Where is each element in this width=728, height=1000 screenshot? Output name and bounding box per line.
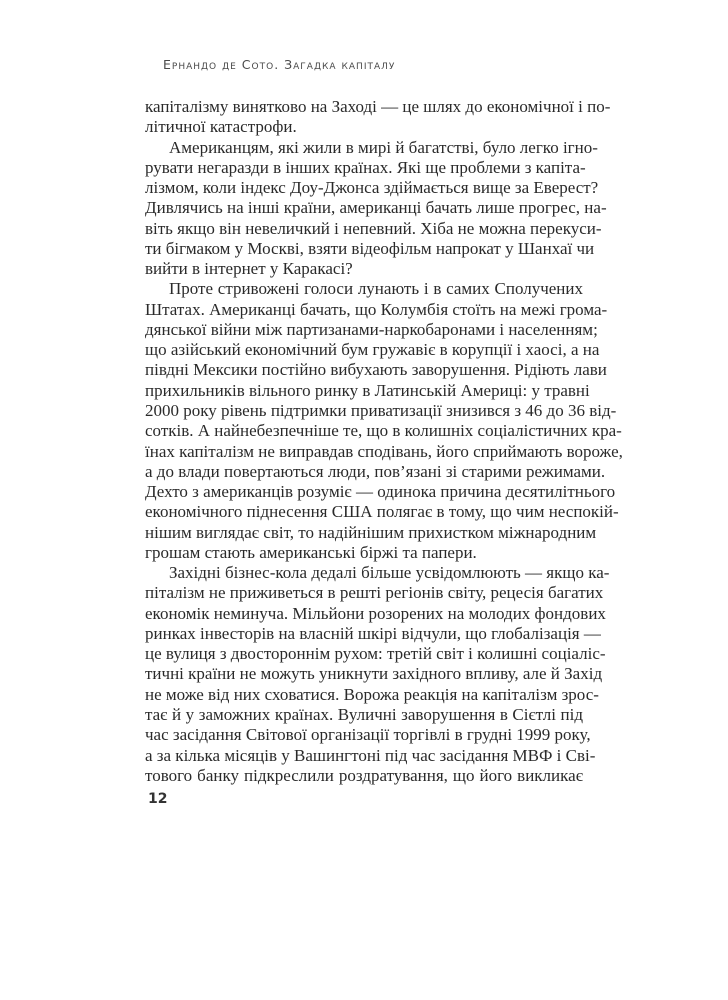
text-line: літичної катастрофи. xyxy=(145,117,297,137)
text-line: віть якщо він невеличкий і непевний. Хіба не можна перекуси- xyxy=(145,218,602,238)
text-line: сотків. А найнебезпечніше те, що в колишніх соціалістичних кра- xyxy=(145,421,622,441)
text-line: а до влади повертаються люди, пов’язані зі старими режимами. xyxy=(145,461,606,481)
text-line: ти бігмаком у Москві, взяти відеофільм напрокат у Шанхаї чи xyxy=(145,238,595,258)
text-line: що азійський економічний бум гружавіє в корупції і хаосі, а на xyxy=(145,340,600,360)
text-line: капіталізму винятково на Заході — це шлях до економічної і по- xyxy=(145,97,611,116)
text-line: Проте стривожені голоси лунають і в самих Сполучених xyxy=(169,279,583,299)
text-line: Західні бізнес-кола дедалі більше усвідомлюють — якщо ка- xyxy=(169,563,610,583)
text-line: півдні Мексики постійно вибухають заворушення. Рідіють лави xyxy=(145,360,607,380)
text-line: тового банку підкреслили роздратування, що його викликає xyxy=(145,765,583,785)
text-line: не може від них сховатися. Ворожа реакція на капіталізм зрос- xyxy=(145,684,599,704)
text-line: лізмом, коли індекс Доу-Джонса здіймається вище за Еверест? xyxy=(145,178,599,198)
text-line: економічного піднесення США полягає в тому, що чим неспокій- xyxy=(145,502,619,522)
text-line: вийти в інтернет у Каракасі? xyxy=(145,259,353,279)
text-line: ринках інвесторів на власній шкірі відчули, що глобалізація — xyxy=(145,623,601,643)
text-line: піталізм не приживеться в решті регіонів світу, рецесія багатих xyxy=(145,583,604,603)
body-text xyxy=(145,97,623,786)
text-line: час засідання Світової організації торгівлі в грудні 1999 року, xyxy=(145,725,591,745)
text-line: а за кілька місяців у Вашингтоні під час засідання МВФ і Сві- xyxy=(145,745,596,765)
text-line: це вулиця з двостороннім рухом: третій світ і колишні соціаліс- xyxy=(145,644,606,664)
text-line: нішим виглядає світ, то надійнішим прихистком міжнародним xyxy=(145,522,597,542)
text-line: Американцям, які жили в мирі й багатстві, було легко ігно- xyxy=(169,137,598,157)
text-line: економік неминуча. Мільйони розорених на молодих фондових xyxy=(145,603,606,623)
text-line: Дивлячись на інші країни, американці бачать лише прогрес, на- xyxy=(145,198,607,218)
text-line: прихильників вільного ринку в Латинській Америці: у травні xyxy=(145,380,590,400)
page-number: 12 xyxy=(148,791,168,807)
text-line: рувати негаразди в інших країнах. Які ще проблеми з капіта- xyxy=(145,157,586,177)
text-line: 2000 року рівень підтримки приватизації знизився з 46 до 36 від- xyxy=(145,400,617,420)
text-line: дянської війни між партизанами-наркобаронами і населенням; xyxy=(145,319,598,339)
text-line: Штатах. Американці бачать, що Колумбія стоїть на межі грома- xyxy=(145,299,608,319)
text-line: грошам стають американські біржі та папери. xyxy=(145,542,477,562)
running-header: Ернандо де Сото. Загадка капіталу xyxy=(163,57,396,72)
text-line: тає й у заможних країнах. Вуличні заворушення в Сієтлі під xyxy=(145,704,583,724)
text-line: Дехто з американців розуміє — одинока причина десятилітнього xyxy=(145,482,616,502)
text-line: тичні країни не можуть уникнути західного впливу, але й Захід xyxy=(145,664,603,684)
text-line: їнах капіталізм не виправдав сподівань, його сприймають вороже, xyxy=(145,441,623,461)
